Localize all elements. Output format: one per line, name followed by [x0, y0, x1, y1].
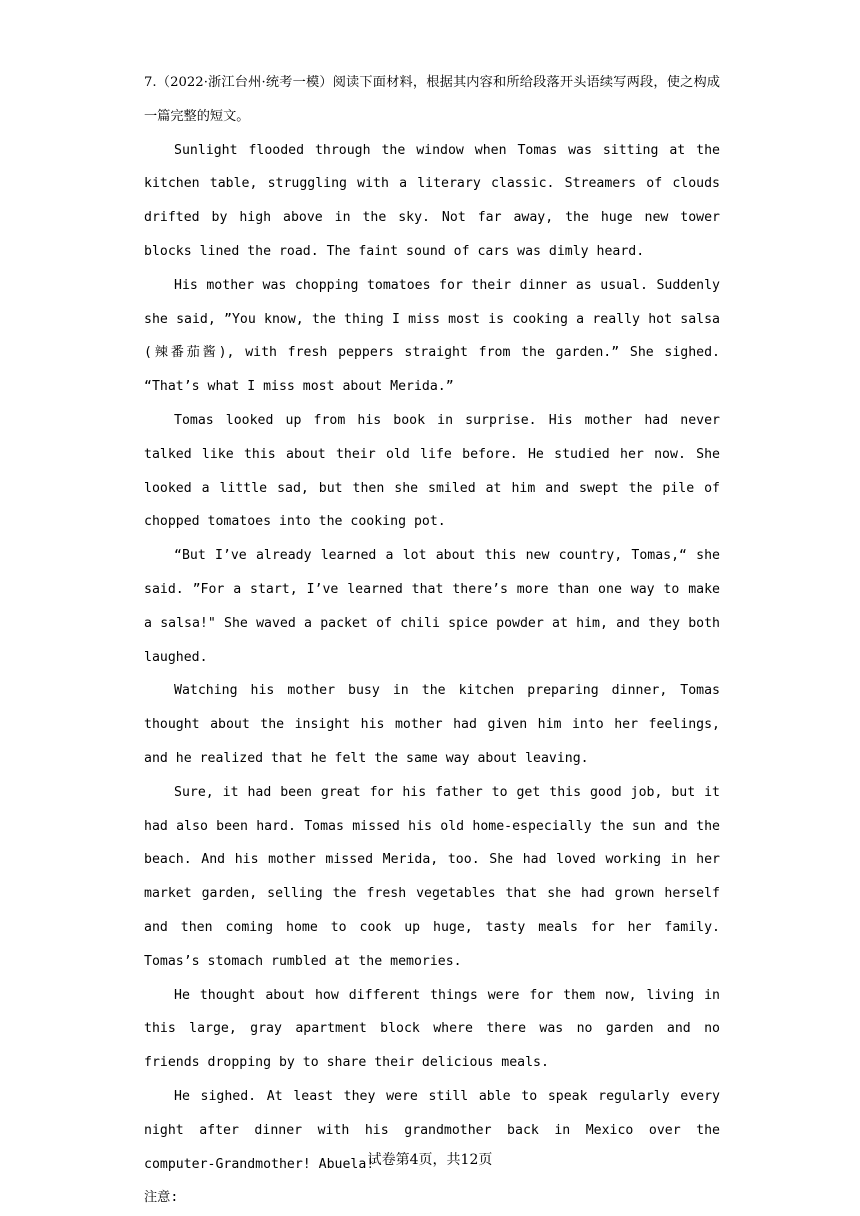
question-instruction: 阅读下面材料，根据其内容和所给段落开头语续写两段，使之构成一篇完整的短文。 — [144, 75, 720, 124]
page-footer: 试卷第4页，共12页 — [367, 1152, 493, 1168]
passage-paragraph-5: Watching his mother busy in the kitchen preparing dinner, Tomas thought about the insight his mother had given him into her feelings, and he realized that he felt the same way about leaving. — [144, 683, 720, 766]
question-source: （2022·浙江台州·统考一模） — [156, 75, 333, 90]
passage-paragraph-4: “But I’ve already learned a lot about this new country, Tomas,“ she said. ”For a start, I’ve learned that there’s more than one way to make a salsa!" She waved a packet of chili spice powder at him, and they both laughed. — [144, 548, 720, 665]
passage-paragraph-6: Sure, it had been great for his father to get this good job, but it had also been hard. Tomas missed his old home-especially the sun and the beach. And his mother missed Merida, too. She had loved working in her market garden, selling the fresh vegetables that she had grown herself and then coming home to cook up huge, tasty meals for her family. Tomas’s stomach rumbled at the memories. — [144, 784, 720, 969]
question-header — [144, 66, 720, 134]
question-number: 7. — [144, 75, 157, 90]
passage-paragraph-2: His mother was chopping tomatoes for their dinner as usual. Suddenly she said, ”You know, the thing I miss most is cooking a really hot salsa (辣番茄酱), with fresh peppers straight from the garden.” She sighed. “That’s what I miss most about Merida.” — [144, 277, 720, 395]
passage-paragraph-1: Sunlight flooded through the window when Tomas was sitting at the kitchen table, struggling with a literary classic. Streamers of clouds drifted by high above in the sky. Not far away, the huge new tower blocks lined the road. The faint sound of cars was dimly heard. — [144, 142, 720, 259]
passage-paragraph-7: He thought about how different things were for them now, living in this large, gray apartment block where there was no garden and no friends dropping by to share their delicious meals. — [144, 987, 720, 1071]
passage-paragraph-3: Tomas looked up from his book in surprise. His mother had never talked like this about their old life before. He studied her now. She looked a little sad, but then she smiled at him and swept the pile of chopped tomatoes into the cooking pot. — [144, 412, 720, 530]
question-content — [144, 66, 720, 1215]
passage-paragraph-8: He sighed. At least they were still able to speak regularly every night after dinner with his grandmother back in Mexico over the computer-Grandmother! Abuela! — [144, 1088, 720, 1172]
note-label: 注意: — [144, 1190, 179, 1206]
